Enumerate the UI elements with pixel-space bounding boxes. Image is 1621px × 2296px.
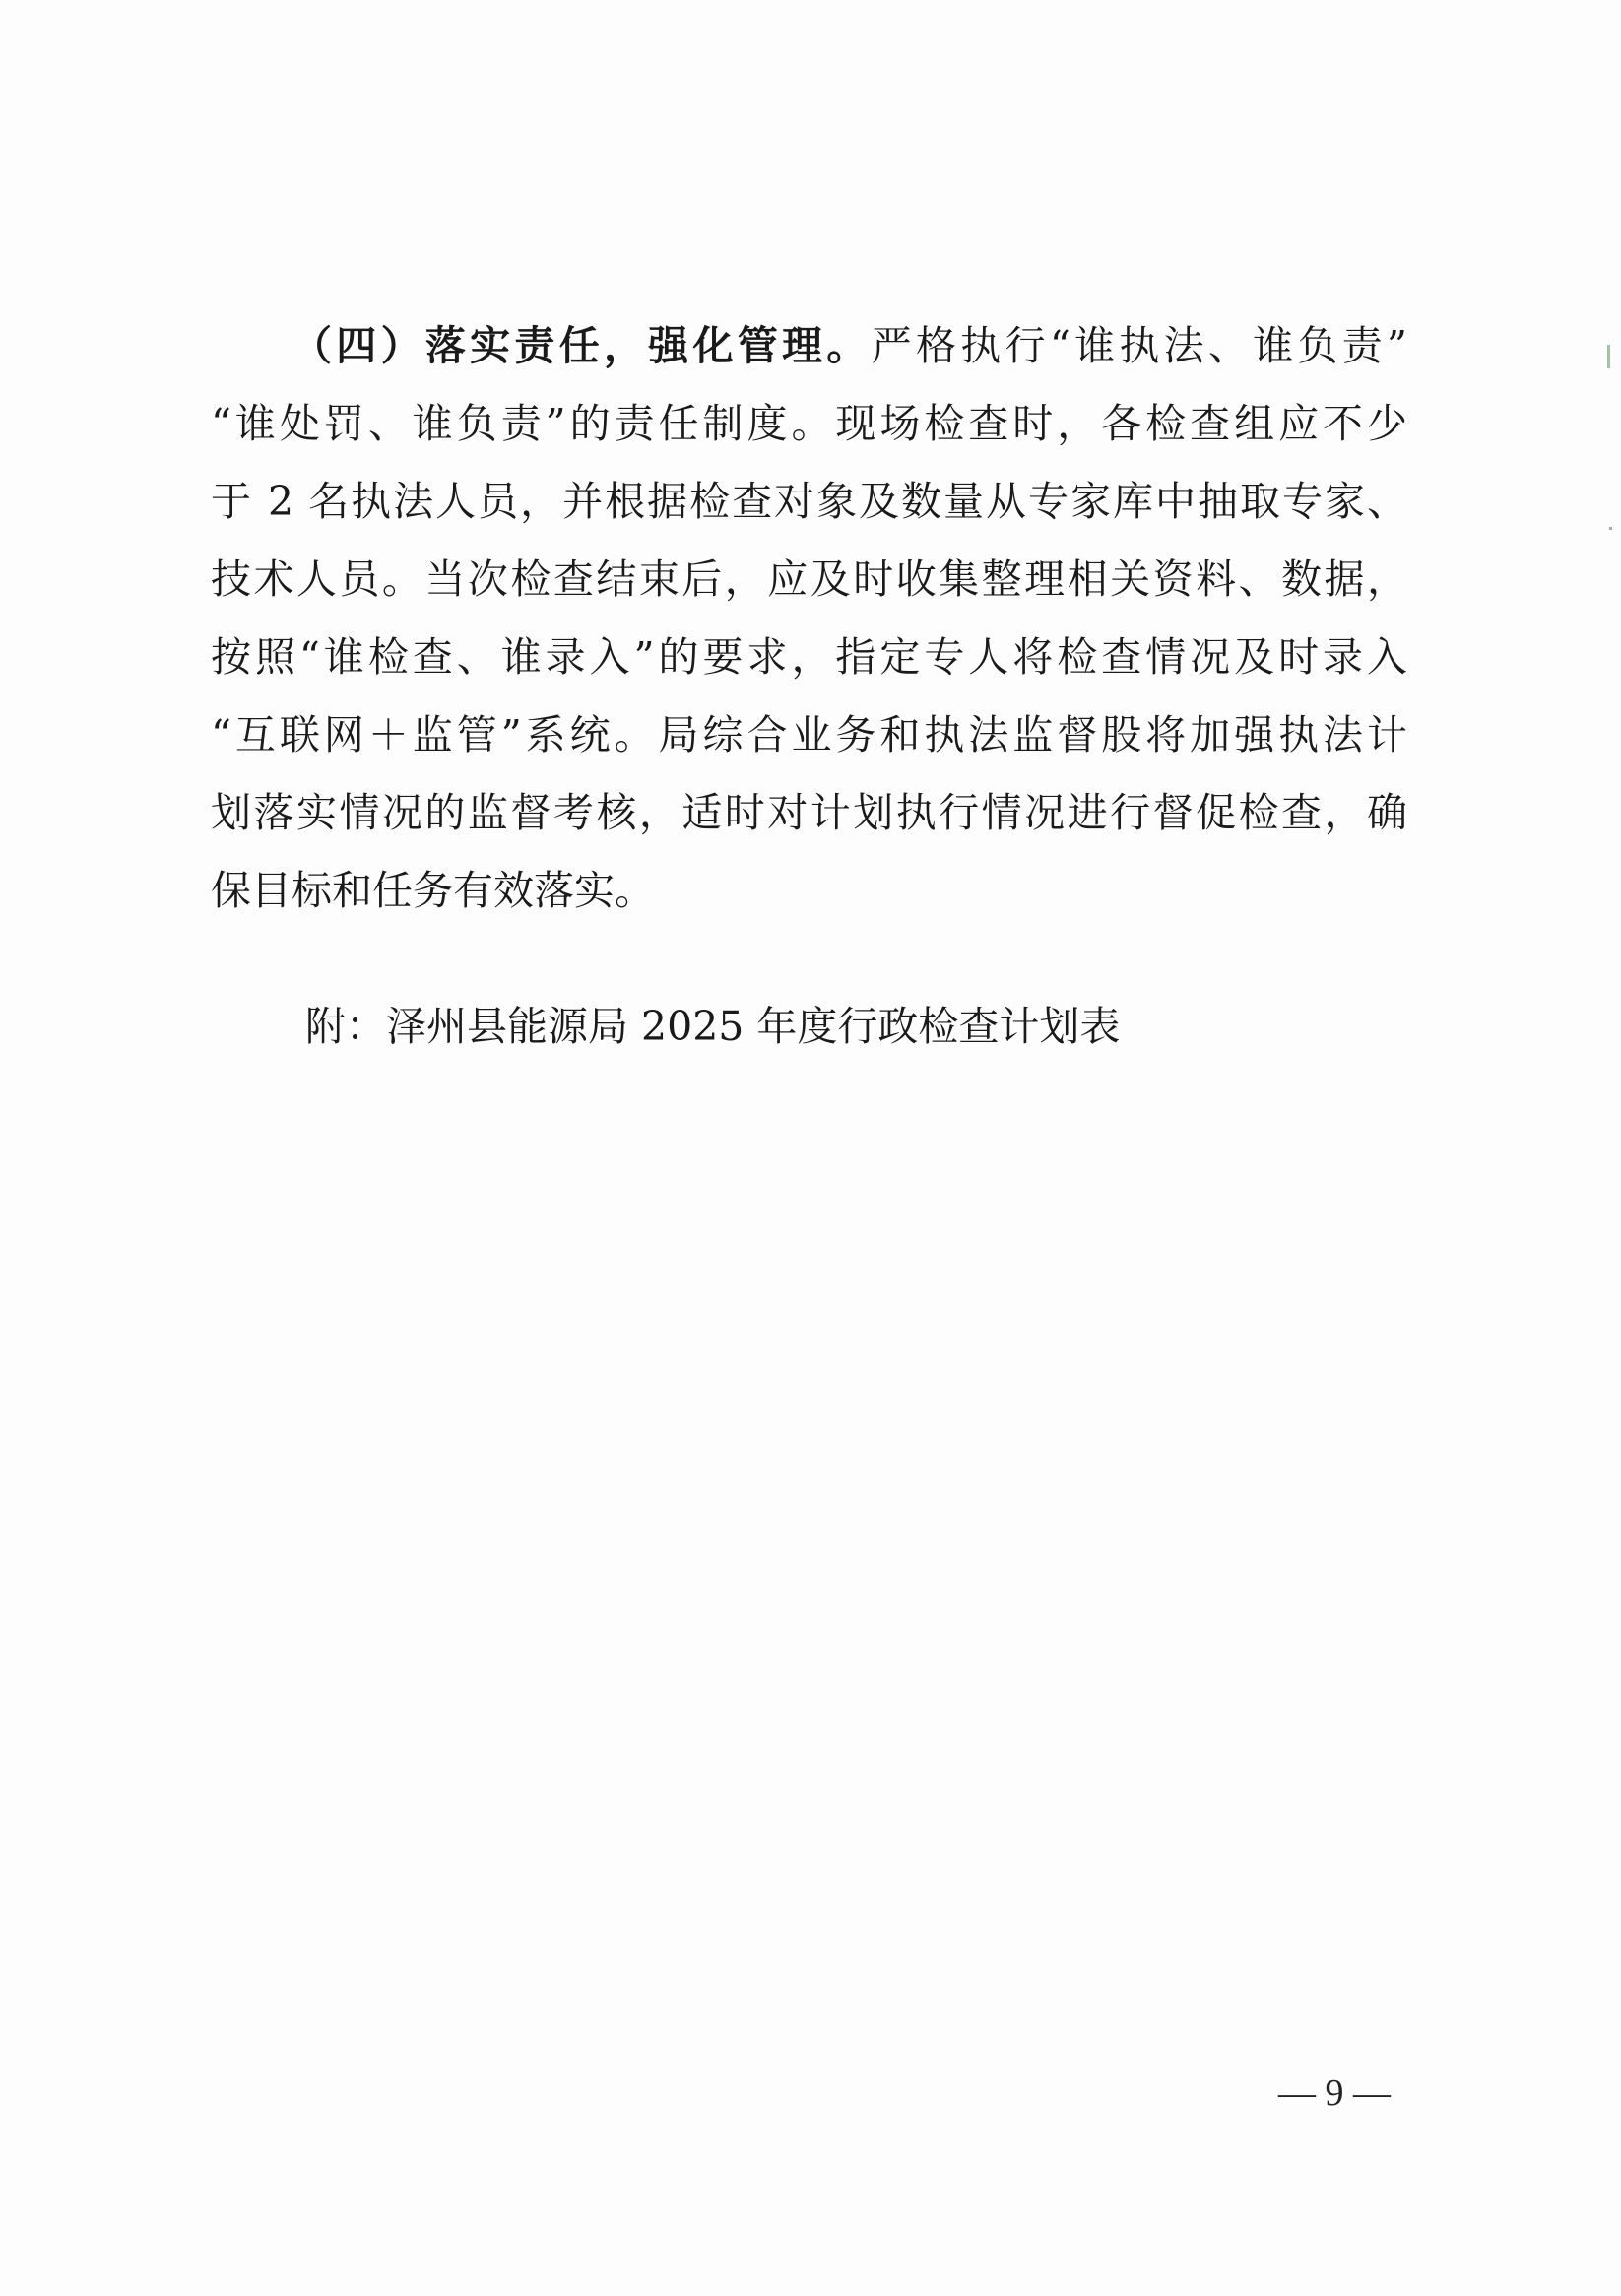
paragraph-line-4: 技术人员。当次检查结束后，应及时收集整理相关资料、数据， xyxy=(211,556,1407,603)
paragraph-line-8: 保目标和任务有效落实。 xyxy=(211,867,655,914)
attachment-note: 附：泽州县能源局 2025 年度行政检查计划表 xyxy=(305,1003,1121,1050)
page-number: — 9 — xyxy=(1278,2072,1391,2114)
paragraph-line-1 xyxy=(211,307,1407,385)
paragraph-text-1: 严格执行“谁执法、谁负责” xyxy=(871,322,1408,369)
section-four-paragraph xyxy=(211,307,1407,930)
paragraph-line-2: “谁处罚、谁负责”的责任制度。现场检查时，各检查组应不少 xyxy=(211,400,1407,447)
paragraph-line-3: 于 2 名执法人员，并根据检查对象及数量从专家库中抽取专家、 xyxy=(211,478,1407,525)
scan-edge-dot xyxy=(1609,527,1612,530)
section-heading: （四）落实责任，强化管理。 xyxy=(292,322,872,369)
paragraph-line-7: 划落实情况的监督考核，适时对计划执行情况进行督促检查，确 xyxy=(211,789,1407,836)
paragraph-line-6: “互联网＋监管”系统。局综合业务和执法监督股将加强执法计 xyxy=(211,711,1407,758)
scan-edge-mark xyxy=(1607,345,1610,368)
paragraph-line-5: 按照“谁检查、谁录入”的要求，指定专人将检查情况及时录入 xyxy=(211,633,1407,681)
